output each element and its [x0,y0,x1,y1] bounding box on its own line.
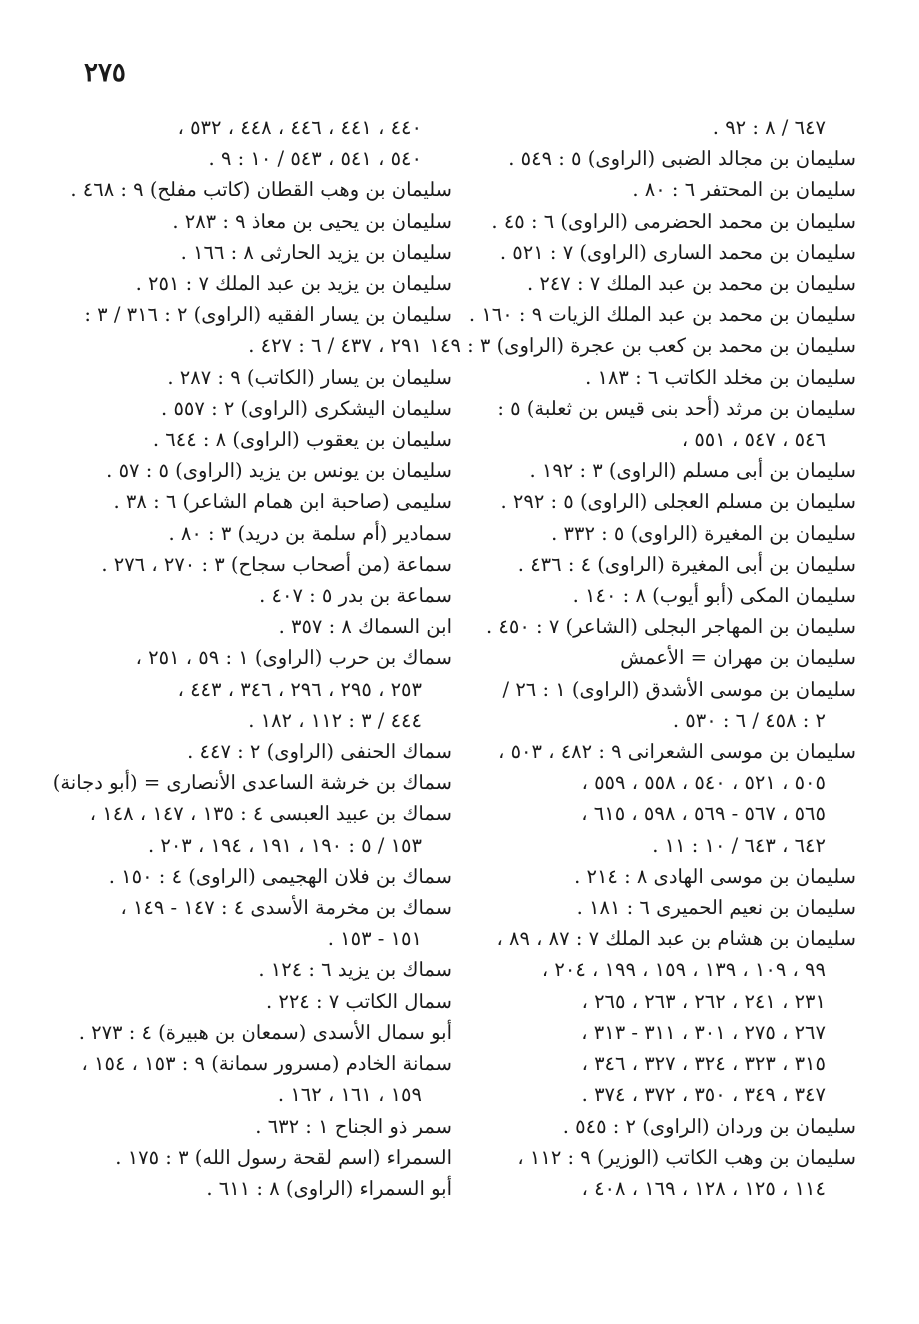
index-entry: سليمان بن المغيرة (الراوى) ٥ : ٣٣٢ . [551,521,856,545]
index-entry: سليمان بن موسى الأشدق (الراوى) ١ : ٢٦ / [502,677,856,701]
index-entry: سليمان بن أبى مسلم (الراوى) ٣ : ١٩٢ . [529,459,856,483]
index-entry: سماعة بن بدر ٥ : ٤٠٧ . [259,584,452,608]
index-entry-continuation: ٣٤٧ ، ٣٤٩ ، ٣٥٠ ، ٣٧٢ ، ٣٧٤ . [581,1083,826,1107]
index-entry-continuation: ١٥١ - ١٥٣ . [327,927,422,951]
index-entry: سليمان بن مجالد الضبى (الراوى) ٥ : ٥٤٩ . [508,147,856,171]
index-entry: سمال الكاتب ٧ : ٢٢٤ . [265,989,452,1013]
index-entry: سليمان بن محمد السارى (الراوى) ٧ : ٥٢١ . [499,240,856,264]
page-number: ٢٧٥ [84,58,126,88]
index-entry: سليمان بن محمد الحضرمى (الراوى) ٦ : ٤٥ . [491,209,856,233]
index-entry: سليمان بن محمد بن عبد الملك ٧ : ٢٤٧ . [526,272,856,296]
index-entry: سليمان بن يزيد الحارثى ٨ : ١٦٦ . [180,240,452,264]
index-entry: سليمان بن أبى المغيرة (الراوى) ٤ : ٤٣٦ . [517,552,856,576]
index-entry: سليمان بن نعيم الحميرى ٦ : ١٨١ . [576,896,856,920]
index-entry-continuation: ٦٤٧ / ٨ : ٩٢ . [712,116,826,139]
index-entry-continuation: ٢٩١ ، ٤٣٧ / ٦ : ٤٢٧ . [248,334,422,358]
index-entry-continuation: ٢ : ٤٥٨ / ٦ : ٥٣٠ . [672,708,826,732]
index-entry: سليمان بن مهران = الأعمش [620,646,856,670]
index-entry: سماك بن خرشة الساعدى الأنصارى = (أبو دجانة) [52,771,452,795]
index-entry: سليمان بن مسلم العجلى (الراوى) ٥ : ٢٩٢ . [500,490,856,514]
index-entry: السمراء (اسم لقحة رسول الله) ٣ : ١٧٥ . [115,1145,452,1169]
index-entry: سليمان بن المهاجر البجلى (الشاعر) ٧ : ٤٥٠ . [486,615,856,639]
index-entry: سماك بن فلان الهجيمى (الراوى) ٤ : ١٥٠ . [108,864,452,888]
index-entry: سليمان بن موسى الهادى ٨ : ٢١٤ . [574,864,856,888]
index-entry: سليمان بن محمد بن عبد الملك الزيات ٩ : ١٦٠ . [468,303,856,327]
index-entry: أبو سمال الأسدى (سمعان بن هبيرة) ٤ : ٢٧٣ . [78,1020,452,1044]
index-entry: سليمان اليشكرى (الراوى) ٢ : ٥٥٧ . [161,396,452,420]
index-entry: سماك الحنفى (الراوى) ٢ : ٤٤٧ . [187,740,452,764]
index-entry: سليمان بن وهب القطان (كاتب مفلح) ٩ : ٤٦٨ . [70,178,452,202]
index-entry: سماعة (من أصحاب سجاح) ٣ : ٢٧٠ ، ٢٧٦ . [101,552,452,576]
index-entry-continuation: ٤٤٤ / ٣ : ١١٢ ، ١٨٢ . [248,708,422,732]
index-entry-continuation: ٢٥٣ ، ٢٩٥ ، ٢٩٦ ، ٣٤٦ ، ٤٤٣ ، [177,677,422,701]
index-entry: سليمان بن يسار الفقيه (الراوى) ٢ : ٣١٦ / ٣ : [84,303,452,327]
index-entry: سليمان بن مرثد (أحد بنى قيس بن ثعلبة) ٥ : [497,396,856,420]
index-entry: سماك بن عبيد العبسى ٤ : ١٣٥ ، ١٤٧ ، ١٤٨ ، [89,802,452,826]
index-entry: سليمان بن يزيد بن عبد الملك ٧ : ٢٥١ . [135,272,452,296]
index-entry-continuation: ٥٤٦ ، ٥٤٧ ، ٥٥١ ، [681,428,826,452]
index-entry: أبو السمراء (الراوى) ٨ : ٦١١ . [206,1176,452,1200]
index-entry-continuation: ١١٤ ، ١٢٥ ، ١٢٨ ، ١٦٩ ، ٤٠٨ ، [581,1176,826,1200]
index-entry-continuation: ٥٤٠ ، ٥٤١ ، ٥٤٣ / ١٠ : ٩ . [208,147,422,171]
index-entry: سماك بن حرب (الراوى) ١ : ٥٩ ، ٢٥١ ، [135,646,452,670]
index-entry: سليمى (صاحبة ابن همام الشاعر) ٦ : ٣٨ . [113,490,452,514]
index-entry-continuation: ٢٦٧ ، ٢٧٥ ، ٣٠١ ، ٣١١ - ٣١٣ ، [581,1020,826,1044]
index-entry: سليمان بن يسار (الكاتب) ٩ : ٢٨٧ . [167,365,452,389]
index-entry: سليمان بن المحتفر ٦ : ٨٠ . [632,178,856,202]
index-entry: سمادير (أم سلمة بن دريد) ٣ : ٨٠ . [168,521,452,545]
index-entry-continuation: ٩٩ ، ١٠٩ ، ١٣٩ ، ١٥٩ ، ١٩٩ ، ٢٠٤ ، [541,958,826,982]
index-entry: سمانة الخادم (مسرور سمانة) ٩ : ١٥٣ ، ١٥٤ ، [81,1052,452,1076]
index-entry: سليمان بن وهب الكاتب (الوزير) ٩ : ١١٢ ، [517,1145,856,1169]
index-entry-continuation: ٣١٥ ، ٣٢٣ ، ٣٢٤ ، ٣٢٧ ، ٣٤٦ ، [581,1052,826,1076]
index-entry: سليمان بن محمد بن كعب بن عجرة (الراوى) ٣ : ١٤٩ [429,334,856,358]
index-entry: سمر ذو الجناح ١ : ٦٣٢ . [255,1114,452,1138]
index-entry: ابن السماك ٨ : ٣٥٧ . [278,615,452,639]
index-entry-continuation: ٥٠٥ ، ٥٢١ ، ٥٤٠ ، ٥٥٨ ، ٥٥٩ ، [581,771,826,795]
index-entry-continuation: ٢٣١ ، ٢٤١ ، ٢٦٢ ، ٢٦٣ ، ٢٦٥ ، [581,989,826,1013]
index-column-right [429,112,856,1204]
index-entry: سماك بن يزيد ٦ : ١٢٤ . [258,958,452,982]
index-entry: سليمان بن مخلد الكاتب ٦ : ١٨٣ . [585,365,856,389]
index-entry-continuation: ٤٤٠ ، ٤٤١ ، ٤٤٦ ، ٤٤٨ ، ٥٣٢ ، [177,116,422,139]
index-entry: سليمان بن وردان (الراوى) ٢ : ٥٤٥ . [562,1114,856,1138]
index-entry: سليمان بن يحيى بن معاذ ٩ : ٢٨٣ . [172,209,452,233]
index-entry-continuation: ١٥٣ / ٥ : ١٩٠ ، ١٩١ ، ١٩٤ ، ٢٠٣ . [147,833,422,857]
index-entry-continuation: ٥٦٥ ، ٥٦٧ - ٥٦٩ ، ٥٩٨ ، ٦١٥ ، [581,802,826,826]
index-entry: سليمان بن هشام بن عبد الملك ٧ : ٨٧ ، ٨٩ ، [496,927,856,951]
index-entry: سليمان بن يعقوب (الراوى) ٨ : ٦٤٤ . [152,428,452,452]
index-entry-continuation: ٦٤٢ ، ٦٤٣ / ١٠ : ١١ . [652,833,826,857]
index-entry: سماك بن مخرمة الأسدى ٤ : ١٤٧ - ١٤٩ ، [120,896,452,920]
index-column-left [52,112,452,1204]
index-entry-continuation: ١٥٩ ، ١٦١ ، ١٦٢ . [277,1083,422,1107]
index-entry: سليمان المكى (أبو أيوب) ٨ : ١٤٠ . [572,584,856,608]
index-entry: سليمان بن موسى الشعرانى ٩ : ٤٨٢ ، ٥٠٣ ، [498,740,856,764]
index-entry: سليمان بن يونس بن يزيد (الراوى) ٥ : ٥٧ . [106,459,452,483]
